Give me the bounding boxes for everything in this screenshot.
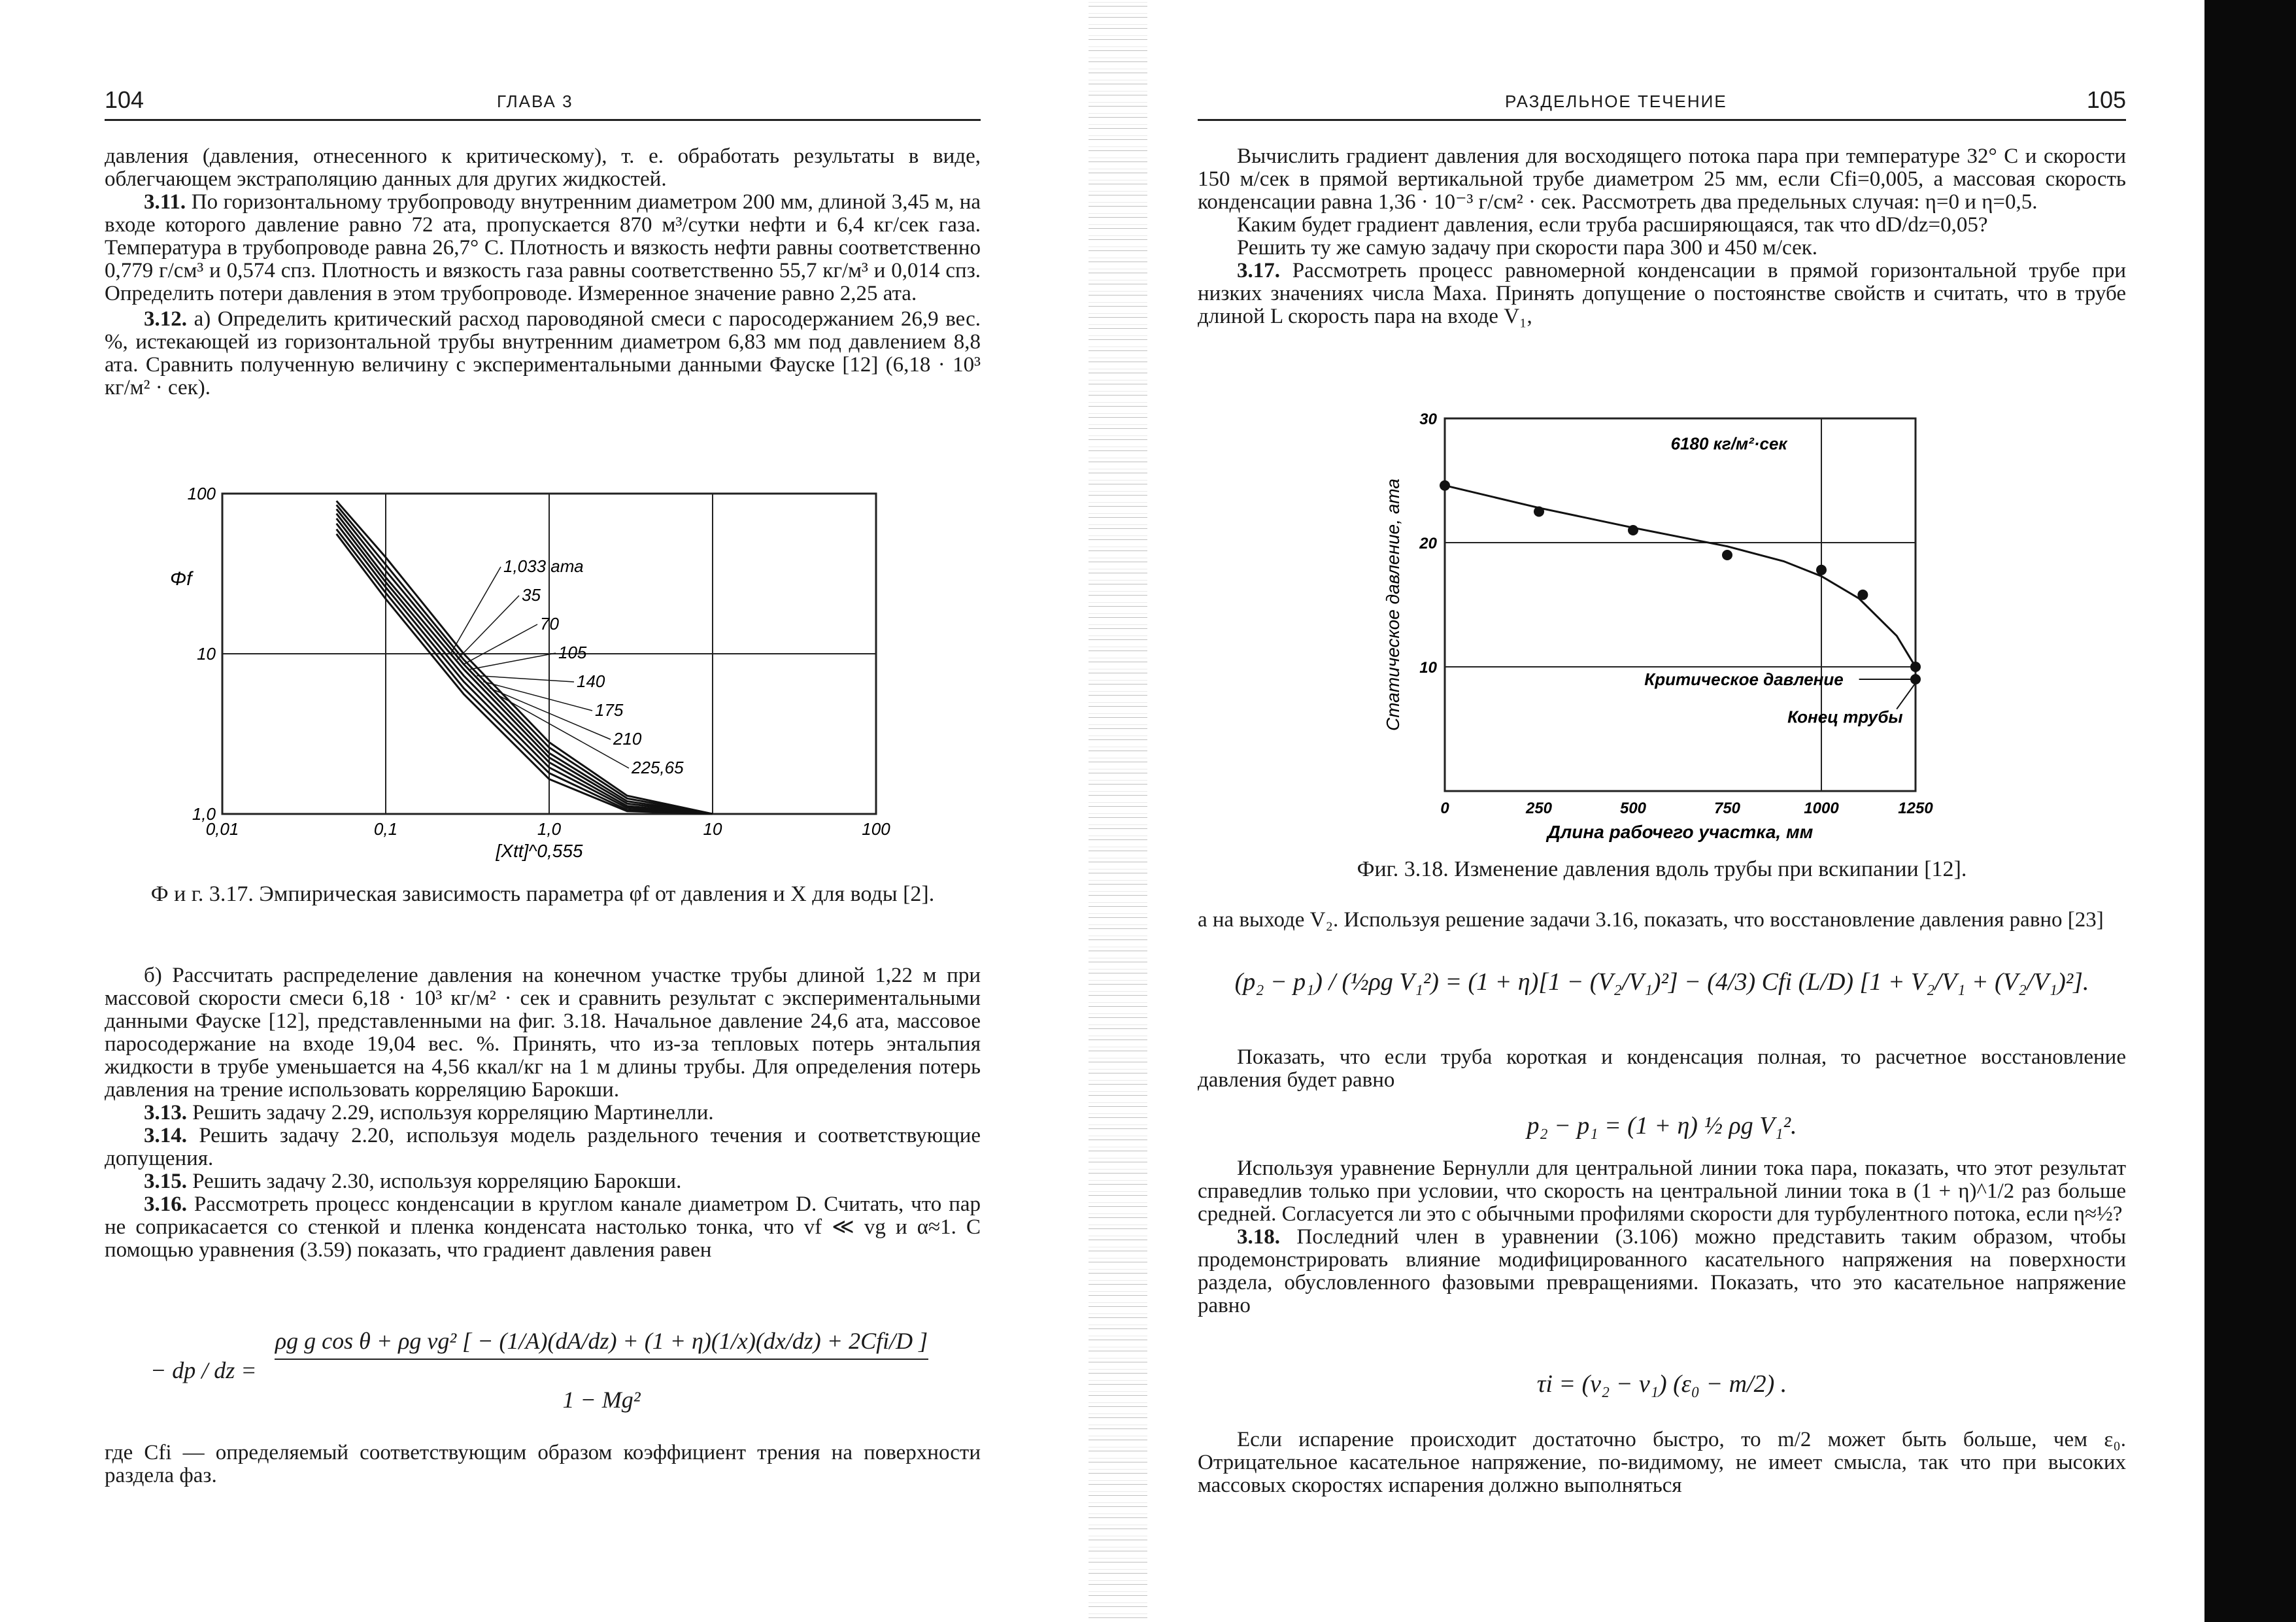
paragraph: давления (давления, отнесенного к критическому), т. е. обработать результаты в виде, облегчающем экстраполяцию данных для других жидкостей. — [105, 144, 981, 191]
right-text-mid3 — [1198, 1157, 2126, 1317]
problem-3-17: 3.17. Рассмотреть процесс равномерной конденсации в прямой горизонтальной трубе при низких значениях числа Маха. Принять допущение о постоянстве свойств и считать, что в трубе длиной L скорость пара на входе V₁, — [1198, 259, 2126, 328]
data-point — [1628, 525, 1638, 535]
series-label: 35 — [522, 585, 541, 605]
page-number: 104 — [105, 86, 144, 113]
x-axis-label: Длина рабочего участка, мм — [1547, 822, 1814, 842]
scan-black-edge — [2204, 0, 2296, 1622]
equation-pressure-gradient — [150, 1321, 935, 1432]
series-label: 225,65 — [632, 758, 684, 777]
y-tick-label: 10 — [197, 644, 216, 664]
left-text-bottom — [105, 964, 981, 1262]
figure-3-17-chart — [150, 481, 935, 861]
problem-3-12b: б) Рассчитать распределение давления на конечном участке трубы длиной 1,22 м при массовой скорости смеси 6,18 · 10³ кг/м² · сек и сравнить результат с экспериментальными данными Фауске [12], представленными на фиг. 3.18. Начальное давление 24,6 ата, массовое паросодержание на входе 19,04 вес. %. Принять, что из-за тепловых потерь энтальпия жидкости в трубе уменьшается на 4,56 ккал/кг на 1 м длины трубы. Для определения потерь давления на трение использовать корреляцию Барокши. — [105, 964, 981, 1102]
x-tick-label: 500 — [1619, 800, 1647, 817]
equation-lhs: − dp / dz = — [150, 1357, 257, 1383]
data-point — [1440, 481, 1450, 491]
y-tick-label: 100 — [187, 484, 216, 503]
x-tick-label: 1,0 — [537, 819, 562, 839]
series-label: 1,033 ата — [503, 556, 584, 576]
series-label: 210 — [613, 729, 642, 749]
flux-annotation: 6180 кг/м²·сек — [1670, 433, 1787, 454]
data-point — [1857, 590, 1868, 600]
pipe-end-leader — [1897, 683, 1916, 709]
problem-3-14: 3.14. Решить задачу 2.20, используя модель раздельного течения и соответствующие допущения. — [105, 1124, 981, 1170]
paragraph: Показать, что если труба короткая и конденсация полная, то расчетное восстановление давления будет равно — [1198, 1045, 2126, 1092]
y-tick-label: 30 — [1419, 411, 1437, 428]
series-label: 140 — [577, 671, 605, 691]
x-tick-label: 0,1 — [373, 819, 398, 839]
series-label-leader — [477, 675, 574, 682]
y-axis-label: Φf — [170, 568, 192, 590]
running-title: ГЛАВА 3 — [497, 92, 573, 111]
x-tick-label: 750 — [1714, 800, 1741, 817]
data-point — [1722, 550, 1732, 560]
left-page — [0, 0, 1072, 1622]
paragraph: Каким будет градиент давления, если труба расширяющаяся, так что dD/dz=0,05? — [1237, 213, 1988, 237]
figure-3-17-caption: Ф и г. 3.17. Эмпирическая зависимость параметра φf от давления и X для воды [2]. — [150, 882, 935, 906]
left-page-header — [105, 80, 981, 121]
y-tick-label: 10 — [1419, 659, 1437, 677]
paragraph: Вычислить градиент давления для восходящего потока пара при температуре 32° С и скорости 150 м/сек в прямой вертикальной трубе диаметром 25 мм, если Cfi=0,005, а массовая скорость конденсации равна 1,36 · 10⁻³ г/см² · сек. Рассмотреть два предельных случая: η=0 и η=0,5. — [1198, 144, 2126, 214]
plot-frame — [1445, 418, 1916, 791]
figure-3-18-caption: Фиг. 3.18. Изменение давления вдоль трубы при вскипании [12]. — [1357, 857, 1967, 881]
problem-3-11: 3.11. По горизонтальному трубопроводу внутренним диаметром 200 мм, длиной 3,45 м, на входе которого давление равно 72 ата, пропускается 870 м³/сутки нефти и 6,4 кг/сек газа. Температура в трубопроводе равна 26,7° С. Плотность и вязкость нефти равны соответственно 0,779 г/см³ и 0,574 спз. Плотность и вязкость газа равны соответственно 55,7 кг/м³ и 0,014 спз. Определить потери давления в этом трубопроводе. Измеренное значение равно 2,25 ата. — [105, 190, 981, 305]
x-tick-label: 100 — [862, 819, 890, 839]
right-text-mid2 — [1198, 1046, 2126, 1092]
x-tick-label: 0,01 — [205, 819, 239, 839]
right-text-mid — [1198, 909, 2126, 932]
critical-pressure-label: Критическое давление — [1644, 669, 1844, 689]
paragraph: а на выходе V₂. Используя решение задачи 3.16, показать, что восстановление давления равно [23] — [1198, 908, 2104, 932]
problem-3-13: 3.13. Решить задачу 2.29, используя корреляцию Мартинелли. — [144, 1101, 714, 1124]
paragraph: Если испарение происходит достаточно быстро, то m/2 может быть больше, чем ε₀. Отрицательное касательное напряжение, по-видимому, не имеет смысла, так что при высоких массовых скоростях испарения должно выполняться — [1198, 1428, 2126, 1497]
problem-3-16: 3.16. Рассмотреть процесс конденсации в круглом канале диаметром D. Считать, что пар не соприкасается со стенкой и пленка конденсата настолько тонка, что vf ≪ vg и α≈1. С помощью уравнения (3.59) показать, что градиент давления равен — [105, 1192, 981, 1262]
series-label: 175 — [595, 700, 624, 720]
right-page — [1111, 0, 2190, 1622]
page-number: 105 — [2086, 86, 2126, 113]
x-tick-label: 0 — [1440, 800, 1449, 817]
x-tick-label: 250 — [1525, 800, 1553, 817]
paragraph: где Cfi — определяемый соответствующим образом коэффициент трения на поверхности раздела фаз. — [105, 1441, 981, 1487]
data-point — [1816, 565, 1827, 575]
x-tick-label: 10 — [703, 819, 722, 839]
problem-3-18: 3.18. Последний член в уравнении (3.106) можно представить таким образом, чтобы продемонстрировать влияние модифицированного касательного напряжения на поверхности раздела, обусловленного фазовыми превращениями. Показать, что это касательное напряжение равно — [1198, 1225, 2127, 1317]
running-title: РАЗДЕЛЬНОЕ ТЕЧЕНИЕ — [1505, 92, 1727, 111]
equation-full-condensation: p₂ − p₁ = (1 + η) ½ ρg V₁². — [1527, 1112, 1797, 1140]
series-label: 70 — [540, 614, 559, 634]
equation-shear-stress: τi = (v₂ − v₁) (ε₀ − m/2) . — [1536, 1370, 1787, 1398]
equation-numerator: ρg g cos θ + ρg vg² [ − (1/A)(dA/dz) + (1 + η)(1/x)(dx/dz) + 2Cfi/D ] — [275, 1327, 928, 1360]
paragraph: Решить ту же самую задачу при скорости пара 300 и 450 м/сек. — [1237, 236, 1818, 260]
data-point — [1534, 507, 1544, 517]
pipe-end-label: Конец трубы — [1787, 707, 1903, 727]
series-label-leader — [470, 653, 556, 669]
left-text-last — [105, 1442, 981, 1487]
paragraph: Используя уравнение Бернулли для центральной линии тока пара, показать, что этот результат справедлив только при условии, что скорость на центральной линии тока в (1 + η)^1/2 раз больше средней. Согласуется ли это с обычными профилями скорости для турбулентного потока, если η≈½? — [1198, 1157, 2126, 1226]
right-page-header — [1198, 80, 2126, 121]
problem-3-15: 3.15. Решить задачу 2.30, используя корреляцию Барокши. — [144, 1170, 682, 1193]
right-text-bottom — [1198, 1428, 2126, 1497]
data-point — [1910, 662, 1921, 672]
data-point — [1910, 674, 1921, 684]
x-tick-label: 1000 — [1804, 800, 1839, 817]
y-axis-label: Статическое давление, ата — [1383, 479, 1403, 731]
x-tick-label: 1250 — [1898, 800, 1933, 817]
figure-3-18-chart — [1360, 405, 2040, 850]
right-text-top — [1198, 145, 2126, 328]
series-label-leader — [457, 596, 519, 660]
y-tick-label: 20 — [1419, 535, 1437, 552]
problem-3-12: 3.12. а) Определить критический расход пароводяной смеси с паросодержанием 26,9 вес. %, истекающей из горизонтальной трубы внутренним диаметром 6,83 мм под давлением 8,8 ата. Сравнить полученную величину с экспериментальными данными Фауске [12] (6,18 · 10³ кг/м² · сек). — [105, 307, 981, 399]
x-axis-label: [Xtt]^0,555 — [496, 841, 583, 861]
pressure-curve — [1445, 486, 1916, 667]
left-text-top — [105, 145, 981, 399]
equation-pressure-recovery: (p₂ − p₁) / (½ρg V₁²) = (1 + η)[1 − (V₂/V₁)²] − (4/3) Cfi (L/D) [1 + V₂/V₁ + (V₂/V₁)²]. — [1234, 968, 2089, 996]
series-label: 105 — [558, 643, 587, 662]
equation-denominator: 1 − Mg² — [562, 1387, 641, 1413]
y-tick-label: 1,0 — [192, 804, 216, 824]
